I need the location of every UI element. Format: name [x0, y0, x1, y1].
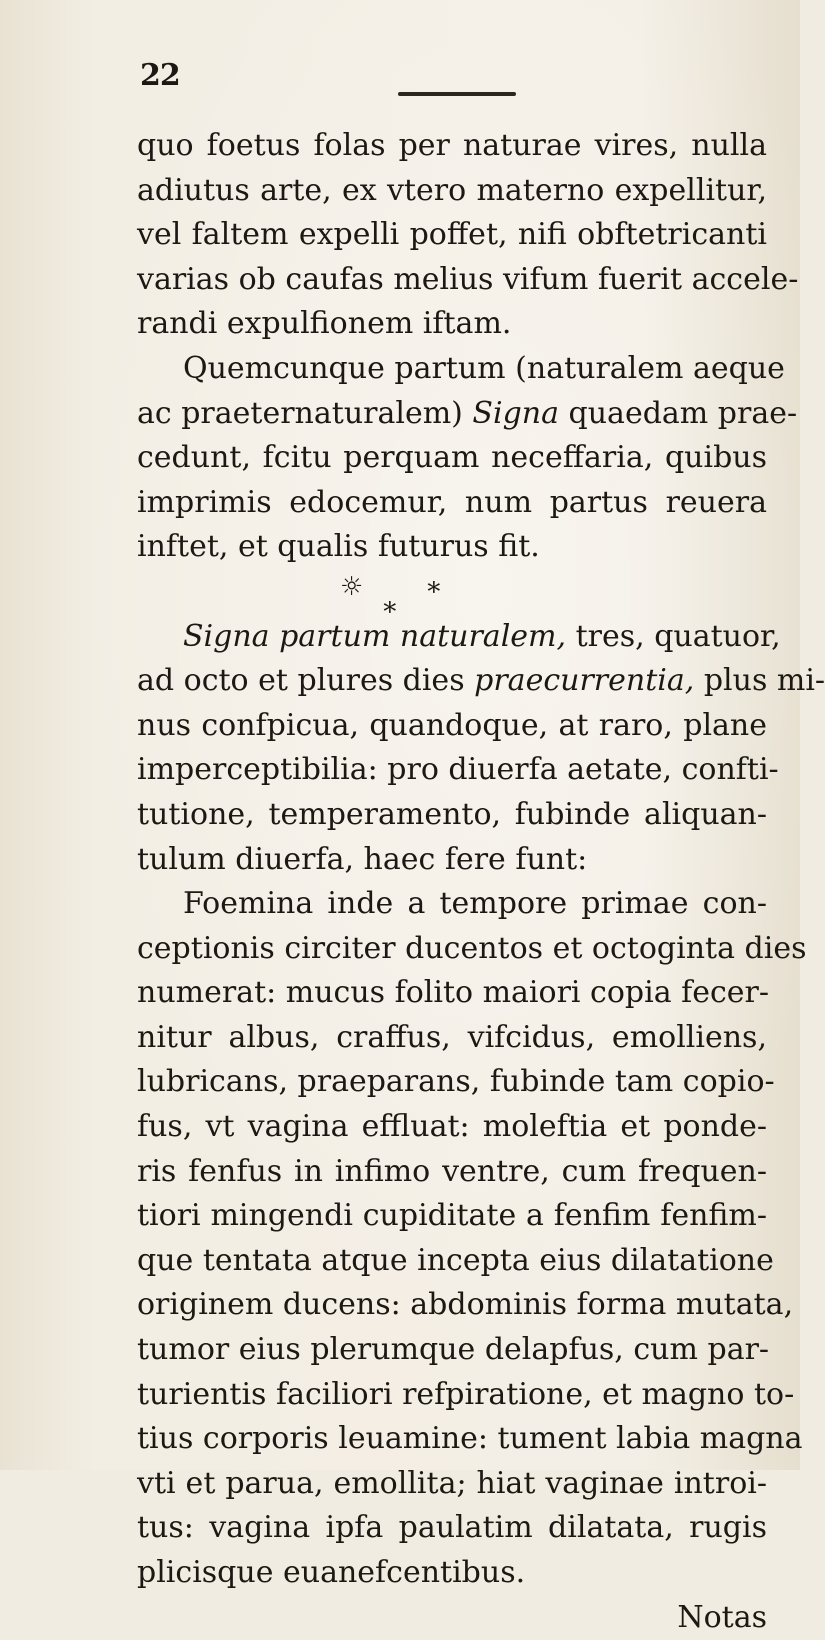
text-line — [137, 659, 825, 704]
text-line — [137, 392, 798, 437]
page-body — [137, 124, 825, 1640]
text-line: fus, vt vagina effluat: moleftia et ponde- — [137, 1109, 767, 1145]
text-line: Quemcunque partum (naturalem aeque — [183, 350, 785, 386]
text-span: ac praeternaturalem) — [137, 395, 463, 431]
header-rule — [398, 92, 516, 96]
text-span: plus mi- — [703, 663, 825, 699]
text-line: imprimis edocemur, num partus reuera — [137, 484, 767, 520]
text-line: tiori mingendi cupiditate a fenfim fenfim- — [137, 1198, 767, 1234]
text-line: vti et parua, emollita; hiat vaginae introi- — [137, 1465, 767, 1501]
text-line: cedunt, fcitu perquam neceffaria, quibus — [137, 440, 767, 476]
text-span: tres, quatuor, — [575, 618, 781, 654]
italic-term: praecurrentia, — [474, 663, 695, 699]
text-line: nus confpicua, quandoque, at raro, plane — [137, 707, 767, 743]
text-line: tus: vagina ipfa paulatim dilatata, rugis — [137, 1510, 767, 1546]
text-line: randi expulfionem iftam. — [137, 306, 512, 342]
text-line — [137, 615, 781, 660]
text-line: quo foetus folas per naturae vires, nulla — [137, 128, 767, 163]
italic-term: Signa partum naturalem, — [183, 618, 567, 654]
text-line: ris fenfus in infimo ventre, cum frequen- — [137, 1153, 767, 1189]
text-line: numerat: mucus folito maiori copia fecer- — [137, 975, 770, 1011]
text-line: turientis faciliori refpiratione, et magno to- — [137, 1376, 795, 1412]
text-line: lubricans, praeparans, fubinde tam copio- — [137, 1064, 775, 1100]
asterism-star: ☼ — [340, 571, 364, 602]
italic-term: Signa — [472, 395, 559, 431]
text-line: varias ob caufas melius vifum fuerit accele- — [137, 261, 799, 297]
text-line: adiutus arte, ex vtero materno expellitur, — [137, 172, 767, 208]
page-number: 22 — [140, 58, 180, 93]
text-line: tumor eius plerumque delapfus, cum par- — [137, 1332, 770, 1368]
text-line: inftet, et qualis futurus fit. — [137, 529, 540, 565]
asterism-separator — [137, 570, 767, 622]
text-line: tutione, temperamento, fubinde aliquan- — [137, 796, 767, 832]
text-line: ceptionis circiter ducentos et octoginta dies — [137, 930, 807, 966]
text-line: vel faltem expelli poffet, nifi obftetricanti — [137, 217, 767, 253]
text-line: Foemina inde a tempore primae con- — [183, 886, 767, 922]
text-span: quaedam prae- — [568, 395, 798, 431]
asterism-star: ∗ — [425, 571, 443, 602]
text-line: imperceptibilia: pro diuerfa aetate, confti- — [137, 752, 779, 788]
catchword: Notas — [677, 1599, 767, 1635]
text-line: originem ducens: abdominis forma mutata, — [137, 1287, 794, 1323]
text-span: ad octo et plures dies — [137, 663, 465, 699]
text-line: tulum diuerfa, haec fere funt: — [137, 841, 588, 877]
text-line: plicisque euanefcentibus. — [137, 1555, 526, 1590]
asterism-star: ∗ — [381, 591, 399, 622]
text-line: que tentata atque incepta eius dilatatione — [137, 1242, 774, 1278]
text-line: nitur albus, craffus, vifcidus, emolliens, — [137, 1019, 767, 1055]
text-line: tius corporis leuamine: tument labia magna — [137, 1421, 803, 1457]
